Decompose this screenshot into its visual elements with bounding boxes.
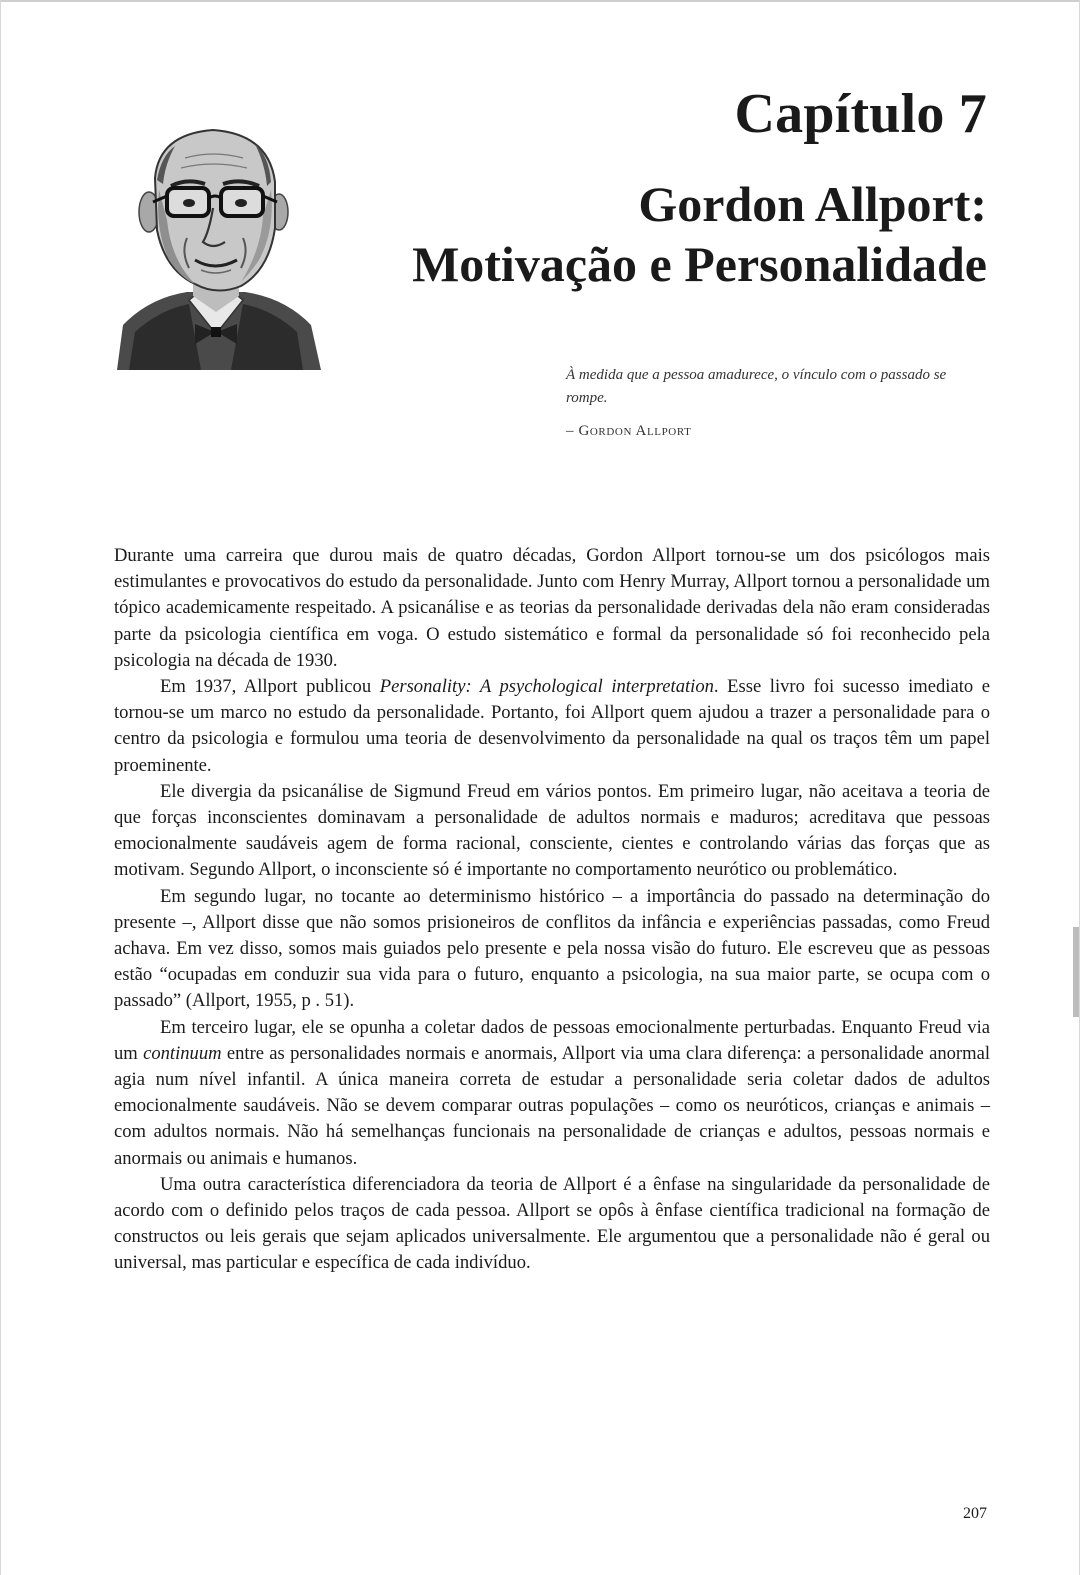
paragraph-1: Durante uma carreira que durou mais de quatro décadas, Gordon Allport tornou-se um dos psicólogos mais estimulantes e provocativos do estudo da personalidade. Junto com Henry Murray, Allport tornou a personalidade um tópico academicamente respeitado. A psicanálise e as teorias da personalidade derivadas dela não eram consideradas parte da psicologia científica em voga. O estudo sistemático e formal da personalidade só foi reconhecido pela psicologia na década de 1930. bbox=[114, 545, 990, 671]
body-text bbox=[114, 543, 990, 1277]
paragraph-4: Em segundo lugar, no tocante ao determinismo histórico – a importância do passado na determinação do presente –, Allport disse que não somos prisioneiros de conflitos da infância e experiências passadas, como Freud achava. Em vez disso, somos mais guiados pelo presente e pela nossa visão do futuro. Ele escreveu que as pessoas estão “ocupadas em conduzir sua vida para o futuro, enquanto a psicologia, na sua maior parte, se ocupa com o passado” (Allport, 1955, p . 51). bbox=[114, 885, 990, 1012]
epigraph-author: – Gordon Allport bbox=[566, 423, 692, 439]
paragraph-5-text-before: Em terceiro lugar, ele se opunha a coletar dados de pessoas emocionalmente perturbadas. Enquanto Freud via um bbox=[114, 1016, 990, 1064]
paragraph-2 bbox=[114, 674, 990, 779]
chapter-label: Capítulo 7 bbox=[734, 83, 987, 145]
page-edge-mark bbox=[1073, 927, 1079, 1017]
paragraph-2-text-after: . Esse livro foi sucesso imediato e tornou-se um marco no estudo da personalidade. Portanto, foi Allport quem ajudou a trazer a personalidade para o centro da psicologia e formulou uma teoria de desenvolvimento da personalidade na qual os traços têm um papel proeminente. bbox=[114, 676, 990, 776]
paragraph-6: Uma outra característica diferenciadora da teoria de Allport é a ênfase na singularidade da personalidade de acordo com o definido pelos traços de cada pessoa. Allport se opôs à ênfase científica tradicional na formação de constructos ou leis gerais que sejam aplicados universalmente. Ele argumentou que a personalidade não é geral ou universal, mas particular e específica de cada indivíduo. bbox=[114, 1173, 990, 1274]
portrait-sketch-icon bbox=[109, 120, 323, 370]
chapter-title bbox=[412, 174, 987, 294]
epigraph-quote: À medida que a pessoa amadurece, o vínculo com o passado se rompe. bbox=[566, 367, 947, 406]
paragraph-2-text-before: Em 1937, Allport publicou bbox=[160, 676, 380, 698]
chapter-title-line-2: Motivação e Personalidade bbox=[412, 236, 987, 292]
paragraph-5 bbox=[114, 1015, 990, 1172]
paragraph-3: Ele divergia da psicanálise de Sigmund Freud em vários pontos. Em primeiro lugar, não aceitava a teoria de que forças inconscientes dominavam a personalidade de adultos normais e maduros; acreditava que pessoas emocionalmente saudáveis agem de forma racional, consciente, cientes e controlando várias das forças que as motivam. Segundo Allport, o inconsciente só é importante no comportamento neurótico ou problemático. bbox=[114, 780, 990, 881]
book-title-italic: Personality: A psychological interpretation bbox=[379, 676, 714, 698]
continuum-italic: continuum bbox=[143, 1042, 222, 1064]
page-number: 207 bbox=[963, 1505, 987, 1522]
chapter-title-line-1: Gordon Allport: bbox=[638, 176, 987, 232]
paragraph-5-text-after: entre as personalidades normais e anormais, Allport via uma clara diferença: a personalidade anormal agia num nível infantil. A única maneira correta de estudar a personalidade seria coletar dados de adultos emocionalmente saudáveis. Não se devem comparar outras populações – como os neuróticos, crianças e animais – com adultos normais. Não há semelhanças funcionais na personalidade de crianças e adultos, pessoas normais e anormais ou animais e humanos. bbox=[114, 1042, 990, 1169]
